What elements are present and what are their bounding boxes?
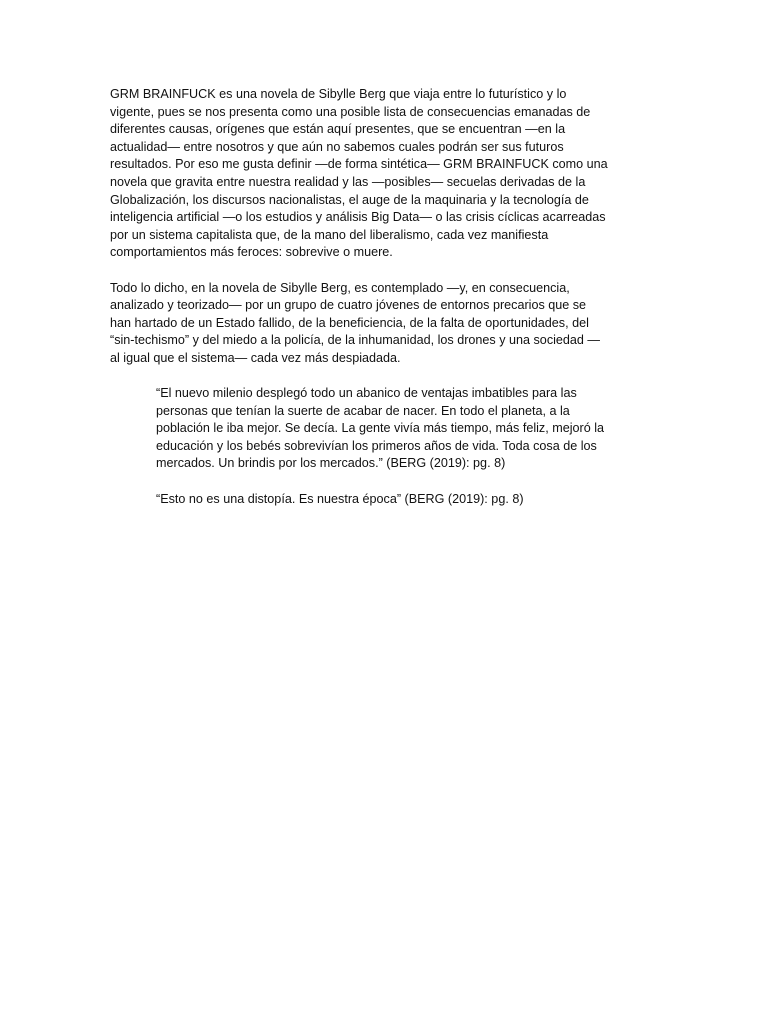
paragraph-2-line: analizado y teorizado— por un grupo de cuatro jóvenes de entornos precarios que se [110, 298, 587, 313]
paragraph-1 [110, 86, 660, 262]
paragraph-1-line: inteligencia artificial —o los estudios y análisis Big Data— o las crisis cíclicas acarreadas [110, 210, 606, 225]
paragraph-1-line: novela que gravita entre nuestra realidad y las —posibles— secuelas derivadas de la [110, 174, 586, 189]
paragraph-1-line: por un sistema capitalista que, de la mano del liberalismo, cada vez manifiesta [110, 227, 549, 242]
paragraph-1-line: diferentes causas, orígenes que están aquí presentes, que se encuentran —en la [110, 122, 566, 137]
paragraph-spacer [110, 473, 660, 491]
paragraph-1-line: actualidad— entre nosotros y que aún no sabemos cuales podrán ser sus futuros [110, 139, 564, 154]
paragraph-2-line: han hartado de un Estado fallido, de la beneficiencia, de la falta de oportunidades, del [110, 315, 589, 330]
paragraph-2-line: “sin-techismo” y del miedo a la policía, de la inhumanidad, los drones y una sociedad — [110, 333, 601, 348]
document-body [110, 86, 660, 508]
block-quote-line: “El nuevo milenio desplegó todo un abanico de ventajas imbatibles para las [156, 386, 577, 401]
paragraph-2-line: al igual que el sistema— cada vez más despiadada. [110, 350, 401, 365]
paragraph-1-line: Globalización, los discursos nacionalistas, el auge de la maquinaria y la tecnología de [110, 192, 589, 207]
paragraph-1-line: vigente, pues se nos presenta como una posible lista de consecuencias emanadas de [110, 104, 591, 119]
paragraph-spacer [110, 368, 660, 386]
block-quote-line: educación y los bebés sobrevivían los primeros años de vida. Toda cosa de los [156, 438, 597, 453]
block-quote-line: población le iba mejor. Se decía. La gente vivía más tiempo, más feliz, mejoró la [156, 421, 605, 436]
block-quote-1 [156, 385, 676, 473]
paragraph-1-line: comportamientos más feroces: sobrevive o muere. [110, 245, 393, 260]
block-quote-line: personas que tenían la suerte de acabar de nacer. En todo el planeta, a la [156, 403, 570, 418]
paragraph-1-line: resultados. Por eso me gusta definir —de forma sintética— GRM BRAINFUCK como una [110, 157, 608, 172]
paragraph-2 [110, 280, 660, 368]
paragraph-2-line: Todo lo dicho, en la novela de Sibylle Berg, es contemplado —y, en consecuencia, [110, 280, 570, 295]
paragraph-1-line: GRM BRAINFUCK es una novela de Sibylle Berg que viaja entre lo futurístico y lo [110, 87, 567, 101]
block-quote-2 [156, 491, 676, 509]
paragraph-spacer [110, 262, 660, 280]
block-quote-line: mercados. Un brindis por los mercados.” (BERG (2019): pg. 8) [156, 456, 506, 471]
block-quote-line: “Esto no es una distopía. Es nuestra época” (BERG (2019): pg. 8) [156, 491, 524, 506]
